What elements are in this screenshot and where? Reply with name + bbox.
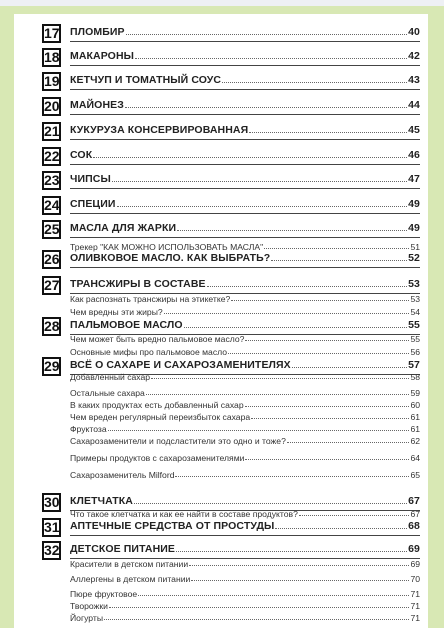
page-background <box>0 6 444 628</box>
chapter-underline <box>70 65 420 66</box>
dot-leader <box>93 157 407 158</box>
dot-leader <box>299 515 410 516</box>
chapter-page-number: 49 <box>408 222 420 234</box>
chapter-underline <box>70 535 420 536</box>
chapter-title: СОК <box>70 149 93 161</box>
chapter-page-number: 57 <box>408 359 420 371</box>
chapter-underline <box>70 267 420 268</box>
subsection-row[interactable] <box>70 574 420 584</box>
dot-leader <box>125 107 407 108</box>
subsection-page-number: 55 <box>410 334 420 344</box>
chapter-page-number: 67 <box>408 495 420 507</box>
chapter-page-number: 53 <box>408 278 420 290</box>
subsection-title: Как распознать трансжиры на этикетке? <box>70 294 231 304</box>
subsection-row[interactable] <box>70 453 420 463</box>
chapter-underline <box>70 188 420 189</box>
dot-leader <box>134 503 407 504</box>
subsection-row[interactable] <box>70 601 420 611</box>
subsection-title: Чем может быть вредно пальмовое масло? <box>70 334 245 344</box>
chapter-number-box: 19 <box>44 73 60 89</box>
dot-leader <box>287 442 410 443</box>
chapter-row[interactable] <box>70 359 420 371</box>
chapter-row[interactable] <box>70 520 420 532</box>
dot-leader <box>245 406 410 407</box>
subsection-page-number: 58 <box>410 372 420 382</box>
subsection-row[interactable] <box>70 424 420 434</box>
subsection-title: Добавленный сахар <box>70 372 151 382</box>
chapter-page-number: 44 <box>408 99 420 111</box>
chapter-row[interactable] <box>70 252 420 264</box>
chapter-row[interactable] <box>70 278 420 290</box>
chapter-number-box: 23 <box>44 172 60 188</box>
chapter-number-box: 28 <box>44 318 60 334</box>
subsection-row[interactable] <box>70 372 420 382</box>
chapter-title: ОЛИВКОВОЕ МАСЛО. КАК ВЫБРАТЬ? <box>70 252 271 264</box>
chapter-row[interactable] <box>70 198 420 210</box>
chapter-title: ПАЛЬМОВОЕ МАСЛО <box>70 319 183 331</box>
subsection-row[interactable] <box>70 589 420 599</box>
dot-leader <box>117 206 408 207</box>
subsection-title: Йогурты <box>70 613 103 623</box>
dot-leader <box>104 619 409 620</box>
dot-leader <box>222 82 407 83</box>
chapter-page-number: 68 <box>408 520 420 532</box>
dot-leader <box>138 595 409 596</box>
chapter-number-box: 25 <box>44 221 60 237</box>
chapter-number-box: 27 <box>44 277 60 293</box>
dot-leader <box>126 34 407 35</box>
dot-leader <box>249 132 407 133</box>
subsection-row[interactable] <box>70 412 420 422</box>
chapter-number-box: 22 <box>44 148 60 164</box>
dot-leader <box>176 551 407 552</box>
subsection-page-number: 69 <box>410 559 420 569</box>
dot-leader <box>191 580 409 581</box>
chapter-page-number: 69 <box>408 543 420 555</box>
chapter-title: ЧИПСЫ <box>70 173 111 185</box>
chapter-number-box: 21 <box>44 123 60 139</box>
dot-leader <box>175 476 409 477</box>
subsection-row[interactable] <box>70 613 420 623</box>
subsection-page-number: 61 <box>410 412 420 422</box>
subsection-page-number: 71 <box>410 589 420 599</box>
subsection-page-number: 60 <box>410 400 420 410</box>
chapter-row[interactable] <box>70 149 420 161</box>
dot-leader <box>177 230 407 231</box>
subsection-row[interactable] <box>70 388 420 398</box>
subsection-title: Основные мифы про пальмовое масло <box>70 347 228 357</box>
subsection-page-number: 71 <box>410 601 420 611</box>
dot-leader <box>264 248 409 249</box>
dot-leader <box>271 260 407 261</box>
dot-leader <box>109 607 410 608</box>
chapter-title: МАЙОНЕЗ <box>70 99 124 111</box>
dot-leader <box>245 340 409 341</box>
subsection-title: Чем вредны эти жиры? <box>70 307 163 317</box>
chapter-underline <box>70 164 420 165</box>
subsection-page-number: 71 <box>410 613 420 623</box>
dot-leader <box>231 300 409 301</box>
chapter-title: КУКУРУЗА КОНСЕРВИРОВАННАЯ <box>70 124 249 136</box>
chapter-underline <box>70 213 420 214</box>
chapter-row[interactable] <box>70 50 420 62</box>
chapter-row[interactable] <box>70 124 420 136</box>
subsection-row[interactable] <box>70 470 420 480</box>
chapter-row[interactable] <box>70 495 420 507</box>
subsection-title: Трекер "КАК МОЖНО ИСПОЛЬЗОВАТЬ МАСЛА" <box>70 242 264 252</box>
subsection-row[interactable] <box>70 509 420 519</box>
dot-leader <box>189 565 409 566</box>
chapter-page-number: 49 <box>408 198 420 210</box>
subsection-page-number: 65 <box>410 470 420 480</box>
chapter-number-box: 31 <box>44 519 60 535</box>
chapter-page-number: 46 <box>408 149 420 161</box>
subsection-row[interactable] <box>70 334 420 344</box>
subsection-page-number: 56 <box>410 347 420 357</box>
subsection-title: Сахарозаменитель Milford <box>70 470 175 480</box>
subsection-row[interactable] <box>70 242 420 252</box>
chapter-row[interactable] <box>70 74 420 86</box>
chapter-page-number: 55 <box>408 319 420 331</box>
dot-leader <box>275 528 407 529</box>
subsection-page-number: 67 <box>410 509 420 519</box>
chapter-underline <box>70 237 420 238</box>
chapter-page-number: 40 <box>408 26 420 38</box>
subsection-title: Сахарозаменители и подсластители это одно и тоже? <box>70 436 286 446</box>
subsection-page-number: 51 <box>410 242 420 252</box>
subsection-row[interactable] <box>70 400 420 410</box>
subsection-row[interactable] <box>70 294 420 304</box>
chapter-title: ВСЁ О САХАРЕ И САХАРОЗАМЕНИТЕЛЯХ <box>70 359 291 371</box>
dot-leader <box>135 58 407 59</box>
chapter-title: ТРАНСЖИРЫ В СОСТАВЕ <box>70 278 206 290</box>
subsection-page-number: 62 <box>410 436 420 446</box>
subsection-title: Чем вреден регулярный переизбыток сахара <box>70 412 251 422</box>
chapter-title: КЕТЧУП И ТОМАТНЫЙ СОУС <box>70 74 222 86</box>
subsection-title: Аллергены в детском питании <box>70 574 191 584</box>
dot-leader <box>151 378 409 379</box>
chapter-underline <box>70 114 420 115</box>
dot-leader <box>251 418 409 419</box>
chapter-number-box: 20 <box>44 98 60 114</box>
chapter-page-number: 47 <box>408 173 420 185</box>
chapter-title: ПЛОМБИР <box>70 26 125 38</box>
chapter-number-box: 26 <box>44 251 60 267</box>
subsection-row[interactable] <box>70 307 420 317</box>
dot-leader <box>207 286 407 287</box>
subsection-title: Творожки <box>70 601 108 611</box>
subsection-page-number: 53 <box>410 294 420 304</box>
chapter-row[interactable] <box>70 222 420 234</box>
chapter-row[interactable] <box>70 319 420 331</box>
subsection-title: Пюре фруктовое <box>70 589 138 599</box>
toc-sheet <box>14 14 428 628</box>
subsection-page-number: 61 <box>410 424 420 434</box>
chapter-title: МАКАРОНЫ <box>70 50 135 62</box>
subsection-title: Фруктоза <box>70 424 107 434</box>
subsection-title: В каких продуктах есть добавленный сахар <box>70 400 244 410</box>
subsection-title: Примеры продуктов с сахарозаменителями <box>70 453 245 463</box>
subsection-row[interactable] <box>70 347 420 357</box>
chapter-page-number: 43 <box>408 74 420 86</box>
chapter-row[interactable] <box>70 543 420 555</box>
subsection-title: Что такое клетчатка и как ее найти в составе продуктов? <box>70 509 298 519</box>
chapter-row[interactable] <box>70 99 420 111</box>
subsection-page-number: 70 <box>410 574 420 584</box>
chapter-underline <box>70 139 420 140</box>
dot-leader <box>292 367 407 368</box>
dot-leader <box>164 313 410 314</box>
subsection-page-number: 64 <box>410 453 420 463</box>
chapter-title: АПТЕЧНЫЕ СРЕДСТВА ОТ ПРОСТУДЫ <box>70 520 275 532</box>
chapter-row[interactable] <box>70 173 420 185</box>
dot-leader <box>245 459 409 460</box>
chapter-title: КЛЕТЧАТКА <box>70 495 133 507</box>
subsection-page-number: 59 <box>410 388 420 398</box>
subsection-title: Красители в детском питании <box>70 559 189 569</box>
chapter-number-box: 30 <box>44 494 60 510</box>
subsection-row[interactable] <box>70 436 420 446</box>
subsection-page-number: 54 <box>410 307 420 317</box>
dot-leader <box>112 181 407 182</box>
chapter-number-box: 24 <box>44 197 60 213</box>
subsection-title: Остальные сахара <box>70 388 145 398</box>
chapter-underline <box>70 89 420 90</box>
chapter-number-box: 29 <box>44 358 60 374</box>
chapter-page-number: 42 <box>408 50 420 62</box>
chapter-number-box: 17 <box>44 25 60 41</box>
dot-leader <box>184 327 407 328</box>
dot-leader <box>108 430 410 431</box>
chapter-title: ДЕТСКОЕ ПИТАНИЕ <box>70 543 176 555</box>
chapter-title: СПЕЦИИ <box>70 198 116 210</box>
chapter-page-number: 52 <box>408 252 420 264</box>
chapter-number-box: 32 <box>44 542 60 558</box>
chapter-underline <box>70 41 420 42</box>
subsection-row[interactable] <box>70 559 420 569</box>
dot-leader <box>146 394 410 395</box>
chapter-page-number: 45 <box>408 124 420 136</box>
chapter-row[interactable] <box>70 26 420 38</box>
dot-leader <box>228 353 409 354</box>
chapter-number-box: 18 <box>44 49 60 65</box>
chapter-title: МАСЛА ДЛЯ ЖАРКИ <box>70 222 177 234</box>
